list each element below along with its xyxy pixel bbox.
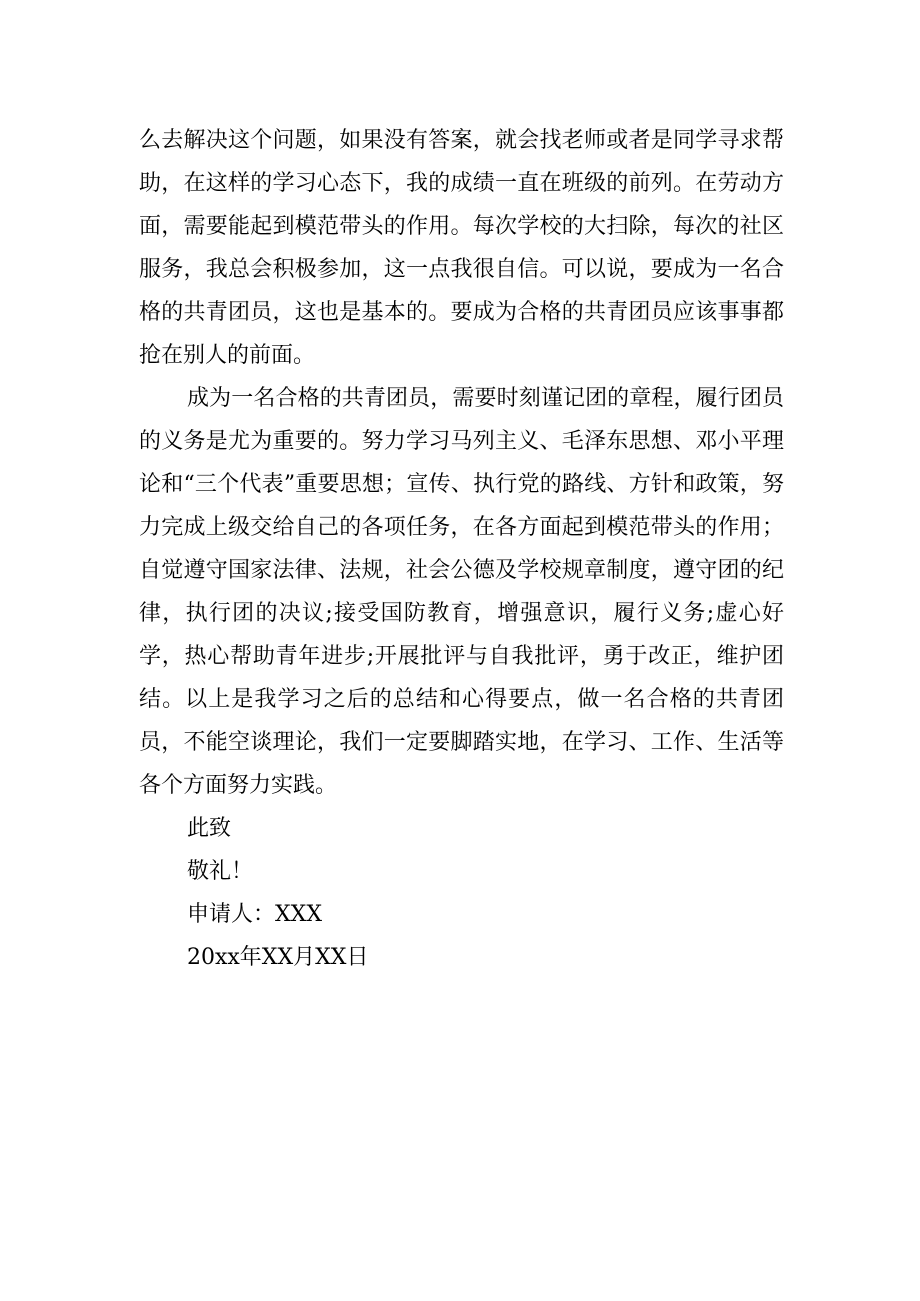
- paragraph-membership-duties: 成为一名合格的共青团员，需要时刻谨记团的章程，履行团员的义务是尤为重要的。努力学习马列主义、毛泽东思想、邓小平理论和“三个代表”重要思想；宣传、执行党的路线、方针和政策，努力完成上级交给自己的各项任务，在各方面起到模范带头的作用；自觉遵守国家法律、法规，社会公德及学校规章制度，遵守团的纪律，执行团的决议;接受国防教育，增强意识，履行义务;虚心好学，热心帮助青年进步;开展批评与自我批评，勇于改正，维护团结。以上是我学习之后的总结和心得要点，做一名合格的共青团员，不能空谈理论，我们一定要脚踏实地，在学习、工作、生活等各个方面努力实践。: [139, 386, 784, 798]
- letter-body: [139, 119, 784, 979]
- closing-salutation: 此致: [187, 816, 232, 841]
- applicant-signature: 申请人：XXX: [187, 902, 322, 927]
- letter-date: 20xx年XX月XX日: [187, 945, 369, 970]
- closing-regards: 敬礼！: [187, 859, 254, 884]
- paragraph-continued: 么去解决这个问题，如果没有答案，就会找老师或者是同学寻求帮助，在这样的学习心态下，我的成绩一直在班级的前列。在劳动方面，需要能起到模范带头的作用。每次学校的大扫除，每次的社区服务，我总会积极参加，这一点我很自信。可以说，要成为一名合格的共青团员，这也是基本的。要成为合格的共青团员应该事事都抢在别人的前面。: [139, 128, 784, 368]
